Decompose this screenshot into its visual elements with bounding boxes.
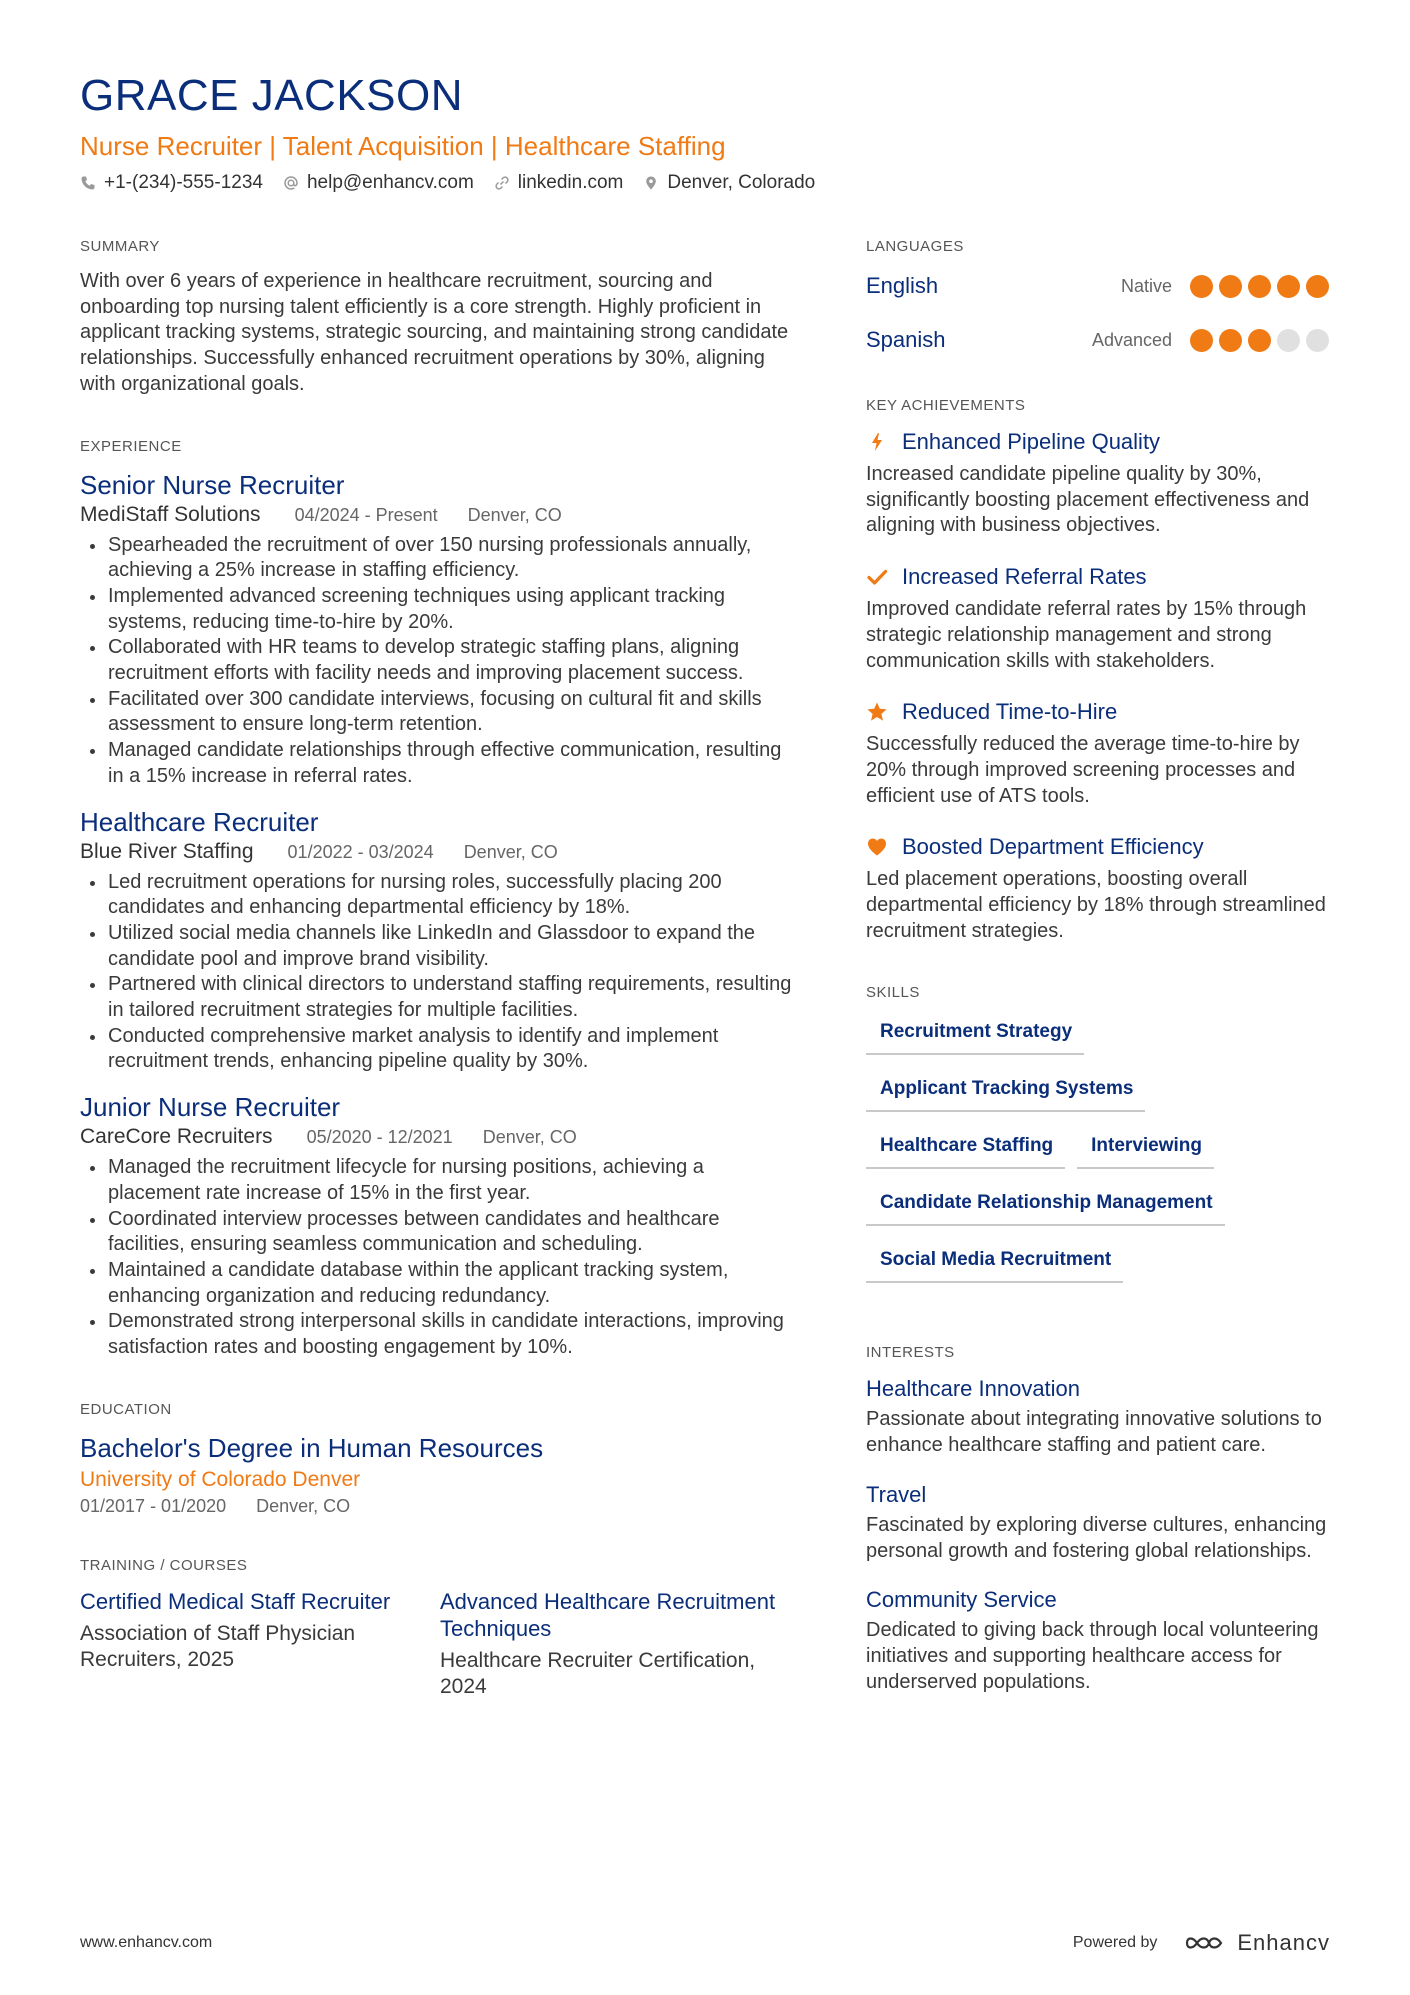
achievement-header (866, 563, 1336, 591)
education-meta (80, 1496, 800, 1517)
brand-name: Enhancv (1237, 1930, 1330, 1955)
left-column (80, 238, 800, 1740)
job-entry (80, 469, 800, 790)
rating-dot (1219, 275, 1242, 298)
rating-dot (1190, 329, 1213, 352)
bullet-item: Managed the recruitment lifecycle for nursing positions, achieving a placement rate increase of 15% in the first year. (80, 1155, 800, 1206)
interest-list (866, 1375, 1336, 1695)
achievement-description: Successfully reduced the average time-to-hire by 20% through improved screening processes and efficient use of ATS tools. (866, 733, 1300, 807)
job-location: Denver, CO (463, 841, 558, 862)
summary-text: With over 6 years of experience in healthcare recruitment, sourcing and onboarding top nursing talent efficiently is a core strength. Highly proficient in applicant tracking systems, strategic sourcing, and maintaining strong candidate relationships. Successfully enhanced recruitment operations by 30%, aligning with organizational goals. (80, 270, 789, 395)
bullet-item: Implemented advanced screening techniques using applicant tracking systems, reducing time-to-hire by 20%. (80, 584, 800, 635)
contact-linkedin[interactable] (494, 172, 624, 194)
job-entry (80, 1091, 800, 1361)
link-icon (494, 175, 510, 191)
training-item (80, 1588, 440, 1700)
language-row (866, 269, 1336, 303)
achievement-header (866, 833, 1336, 861)
interest-item (866, 1586, 1336, 1695)
rating-dot (1277, 329, 1300, 352)
achievements-heading: KEY ACHIEVEMENTS (866, 397, 1026, 414)
lightning-icon (866, 431, 888, 453)
achievement-list (866, 428, 1336, 944)
contact-email[interactable] (283, 172, 474, 194)
job-title: Junior Nurse Recruiter (80, 1092, 341, 1123)
bullet-item: Utilized social media channels like LinkedIn and Glassdoor to expand the candidate pool and improve brand visibility. (80, 921, 800, 972)
location-pin-icon (643, 175, 659, 191)
bullet-item: Collaborated with HR teams to develop strategic staffing plans, aligning recruitment efforts with facility needs and improving placement success. (80, 635, 800, 686)
languages-heading: LANGUAGES (866, 238, 964, 255)
skills-section (866, 984, 1336, 1300)
achievements-section (866, 397, 1336, 944)
enhancv-logo-icon (1183, 1931, 1229, 1955)
rating-dot (1248, 329, 1271, 352)
language-level: Native (1120, 275, 1172, 296)
job-title: Senior Nurse Recruiter (80, 469, 345, 500)
interests-heading: INTERESTS (866, 1344, 955, 1362)
school-name: University of Colorado Denver (80, 1467, 361, 1491)
job-bullets (80, 1155, 800, 1361)
rating-dot (1219, 329, 1242, 352)
achievement-item (866, 698, 1336, 809)
rating-dot (1190, 275, 1213, 298)
job-dates: 05/2020 - 12/2021 (306, 1127, 453, 1148)
job-dates: 01/2022 - 03/2024 (287, 841, 434, 862)
training-grid (80, 1588, 800, 1700)
language-name: English (866, 273, 939, 298)
bullet-item: Facilitated over 300 candidate interviews, focusing on cultural fit and skills assessment to ensure long-term retention. (80, 687, 800, 738)
job-bullets (80, 870, 800, 1076)
skill-tag: Healthcare Staffing (866, 1129, 1065, 1169)
interest-description: Fascinated by exploring diverse cultures, enhancing personal growth and fostering global relationships. (866, 1513, 1327, 1562)
bullet-item: Spearheaded the recruitment of over 150 nursing professionals annually, achieving a 25% increase in staffing efficiency. (80, 533, 800, 584)
skill-list (866, 1015, 1336, 1300)
interest-item (866, 1375, 1336, 1458)
location-text: Denver, Colorado (667, 172, 816, 193)
achievement-header (866, 698, 1336, 726)
skills-heading: SKILLS (866, 984, 920, 1002)
rating-dot (1306, 275, 1329, 298)
job-entry (80, 806, 800, 1076)
interest-item (866, 1481, 1336, 1564)
candidate-name: GRACE JACKSON (80, 71, 464, 120)
brand-logo[interactable] (1183, 1930, 1330, 1956)
bullet-item: Led recruitment operations for nursing roles, successfully placing 200 candidates and enhancing departmental efficiency by 18%. (80, 870, 800, 921)
training-provider: Association of Staff Physician Recruiters, 2025 (80, 1621, 356, 1671)
achievement-item (866, 833, 1336, 944)
skill-tag: Interviewing (1077, 1129, 1214, 1169)
bullet-item: Managed candidate relationships through effective communication, resulting in a 15% increase in referral rates. (80, 738, 800, 789)
page-footer (80, 1930, 1330, 1956)
at-icon (283, 175, 299, 191)
training-title: Certified Medical Staff Recruiter (80, 1588, 391, 1614)
contact-phone[interactable] (80, 172, 263, 194)
language-name: Spanish (866, 327, 946, 352)
interest-title: Community Service (866, 1587, 1057, 1613)
rating-dot (1277, 275, 1300, 298)
language-rating (1190, 329, 1335, 352)
achievement-item (866, 563, 1336, 674)
interest-title: Travel (866, 1481, 927, 1507)
footer-branding (1073, 1930, 1330, 1956)
language-level: Advanced (1091, 329, 1172, 350)
education-location: Denver, CO (256, 1495, 351, 1516)
contact-location (643, 172, 815, 194)
training-title: Advanced Healthcare Recruitment Techniques (440, 1588, 776, 1641)
achievement-title: Increased Referral Rates (902, 564, 1147, 590)
email-text: help@enhancv.com (306, 172, 474, 193)
achievement-title: Enhanced Pipeline Quality (902, 429, 1161, 454)
powered-by-label: Powered by (1072, 1934, 1158, 1951)
experience-heading: EXPERIENCE (80, 437, 182, 455)
heart-icon (866, 836, 888, 858)
bullet-item: Maintained a candidate database within the applicant tracking system, enhancing organization and reducing redundancy. (80, 1258, 800, 1309)
training-heading: TRAINING / COURSES (80, 1556, 248, 1574)
achievement-title: Boosted Department Efficiency (902, 834, 1204, 860)
phone-text: +1-(234)-555-1234 (104, 172, 263, 193)
skill-tag: Social Media Recruitment (866, 1243, 1123, 1283)
experience-section (80, 438, 800, 1361)
company-name: Blue River Staffing (80, 839, 254, 863)
achievement-item (866, 428, 1336, 539)
rating-dot (1306, 329, 1329, 352)
job-location: Denver, CO (467, 504, 562, 525)
job-list (80, 469, 800, 1361)
bullet-item: Coordinated interview processes between candidates and healthcare facilities, ensuring seamless communication and scheduling. (80, 1207, 800, 1258)
training-provider: Healthcare Recruiter Certification, 2024 (440, 1648, 756, 1698)
job-location: Denver, CO (482, 1127, 577, 1148)
job-meta (80, 1125, 800, 1149)
education-heading: EDUCATION (80, 1400, 172, 1418)
language-list (866, 269, 1336, 357)
company-name: CareCore Recruiters (80, 1125, 273, 1149)
interest-title: Healthcare Innovation (866, 1376, 1081, 1402)
achievement-description: Improved candidate referral rates by 15% through strategic relationship management and strong communication skills with stakeholders. (866, 598, 1307, 672)
training-item (440, 1588, 800, 1700)
summary-heading: SUMMARY (80, 238, 160, 255)
job-dates: 04/2024 - Present (294, 504, 438, 525)
achievement-description: Led placement operations, boosting overall departmental efficiency by 18% through streamlined recruitment strategies. (866, 868, 1326, 942)
linkedin-text: linkedin.com (517, 172, 624, 193)
interest-description: Dedicated to giving back through local volunteering initiatives and supporting healthcare access for underserved populations. (866, 1619, 1319, 1693)
company-name: MediStaff Solutions (80, 502, 261, 526)
summary-section (80, 238, 800, 398)
skill-tag: Applicant Tracking Systems (866, 1072, 1145, 1112)
skill-tag: Candidate Relationship Management (866, 1186, 1225, 1226)
candidate-headline: Nurse Recruiter | Talent Acquisition | Healthcare Staffing (80, 131, 726, 161)
job-title: Healthcare Recruiter (80, 806, 319, 837)
contact-bar (80, 172, 1330, 194)
achievement-description: Increased candidate pipeline quality by 30%, significantly boosting placement effectiveness and aligning with business objectives. (866, 463, 1310, 537)
star-icon (866, 701, 888, 723)
training-section (80, 1557, 800, 1700)
languages-section (866, 238, 1336, 357)
interest-description: Passionate about integrating innovative solutions to enhance healthcare staffing and patient care. (866, 1408, 1322, 1457)
checkmark-icon (866, 566, 888, 588)
job-bullets (80, 533, 800, 790)
right-column (866, 238, 1336, 1735)
resume-header (80, 70, 1330, 194)
language-rating (1190, 275, 1335, 298)
education-section (80, 1401, 800, 1517)
achievement-header (866, 428, 1336, 456)
language-row (866, 323, 1336, 357)
job-meta (80, 503, 800, 527)
bullet-item: Partnered with clinical directors to understand staffing requirements, resulting in tailored recruitment strategies for multiple facilities. (80, 972, 800, 1023)
footer-website[interactable]: www.enhancv.com (80, 1934, 213, 1951)
achievement-title: Reduced Time-to-Hire (902, 699, 1118, 725)
bullet-item: Demonstrated strong interpersonal skills in candidate interactions, improving satisfaction rates and boosting engagement by 10%. (80, 1309, 800, 1360)
skill-tag: Recruitment Strategy (866, 1015, 1084, 1055)
job-meta (80, 840, 800, 864)
bullet-item: Conducted comprehensive market analysis to identify and implement recruitment trends, enhancing pipeline quality by 30%. (80, 1024, 800, 1075)
education-dates: 01/2017 - 01/2020 (80, 1495, 227, 1516)
degree-title: Bachelor's Degree in Human Resources (80, 1432, 544, 1463)
phone-icon (80, 175, 96, 191)
rating-dot (1248, 275, 1271, 298)
interests-section (866, 1344, 1336, 1695)
